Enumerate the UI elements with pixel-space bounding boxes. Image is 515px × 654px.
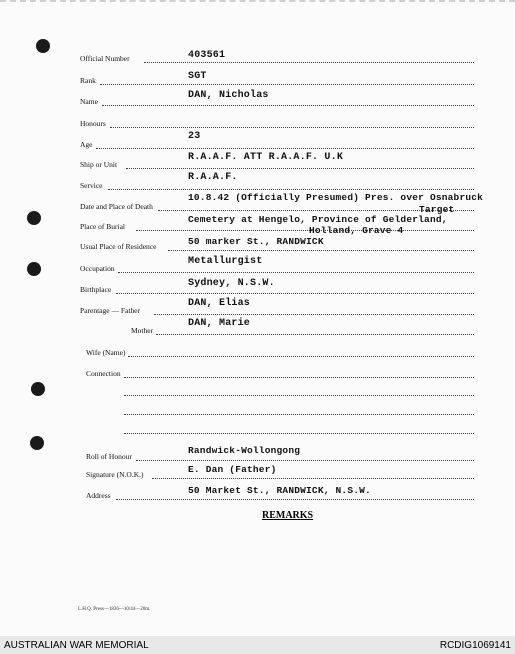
residence-value: 50 marker St., RANDWICK xyxy=(188,236,324,247)
ship-line xyxy=(126,168,474,169)
punch-hole-1 xyxy=(36,39,50,53)
name-value: DAN, Nicholas xyxy=(188,90,269,101)
burial-extra-value: Holland, Grave 4 xyxy=(309,225,404,236)
wife-line xyxy=(128,356,474,357)
official-number-label: Official Number xyxy=(80,54,130,63)
rank-label: Rank xyxy=(80,76,96,85)
occupation-value: Metallurgist xyxy=(188,256,263,267)
connection-line-1 xyxy=(124,377,474,378)
mother-label: Mother xyxy=(131,326,154,335)
punch-hole-4 xyxy=(31,382,45,396)
address-value: 50 Market St., RANDWICK, N.S.W. xyxy=(188,485,371,496)
remarks-heading: REMARKS xyxy=(262,510,314,521)
address-label: Address xyxy=(86,491,111,500)
connection-line-2 xyxy=(124,395,474,396)
death-label: Date and Place of Death xyxy=(80,202,153,211)
death-value: 10.8.42 (Officially Presumed) Pres. over Osnabruck xyxy=(188,192,484,203)
ship-label: Ship or Unit xyxy=(80,160,118,169)
age-value: 23 xyxy=(188,131,201,142)
occupation-line xyxy=(118,272,474,273)
residence-line xyxy=(168,250,474,251)
punch-hole-2 xyxy=(27,211,41,225)
mother-line xyxy=(156,334,474,335)
signature-value: E. Dan (Father) xyxy=(188,464,277,475)
birthplace-label: Birthplace xyxy=(80,285,112,294)
footer-record-id: RCDIG1069141 xyxy=(439,640,511,651)
mother-value: DAN, Marie xyxy=(188,318,251,329)
name-label: Name xyxy=(80,97,98,106)
occupation-label: Occupation xyxy=(80,264,115,273)
footer-source: AUSTRALIAN WAR MEMORIAL xyxy=(4,640,149,651)
birthplace-value: Sydney, N.S.W. xyxy=(188,278,275,289)
connection-line-3 xyxy=(124,414,474,415)
father-value: DAN, Elias xyxy=(188,298,251,309)
burial-label: Place of Burial xyxy=(80,222,125,231)
print-footnote: L.H.Q. Press—1836—10/44—20m. xyxy=(78,607,151,612)
death-extra-value: Target xyxy=(419,204,455,215)
father-label: Parentage — Father xyxy=(80,306,140,315)
service-value: R.A.A.F. xyxy=(188,172,238,183)
name-line xyxy=(102,105,474,106)
rank-value: SGT xyxy=(188,71,207,82)
age-line xyxy=(96,148,474,149)
official-number-value: 403561 xyxy=(188,50,226,61)
roll-value: Randwick-Wollongong xyxy=(188,445,301,456)
rank-line xyxy=(100,84,474,85)
burial-value: Cemetery at Hengelo, Province of Gelderland, xyxy=(188,214,448,225)
father-line xyxy=(154,314,474,315)
punch-hole-3 xyxy=(27,262,41,276)
connection-label: Connection xyxy=(86,369,121,378)
honours-label: Honours xyxy=(80,119,106,128)
connection-line-4 xyxy=(124,433,474,434)
age-label: Age xyxy=(80,140,93,149)
honours-line xyxy=(110,127,474,128)
signature-line xyxy=(152,478,474,479)
signature-label: Signature (N.O.K.) xyxy=(86,470,144,479)
ship-value: R.A.A.F. ATT R.A.A.F. U.K xyxy=(188,152,344,163)
service-line xyxy=(108,189,474,190)
address-line xyxy=(116,499,474,500)
roll-line xyxy=(136,460,474,461)
archive-footer xyxy=(0,636,515,654)
residence-label: Usual Place of Residence xyxy=(80,242,157,251)
wife-label: Wife (Name) xyxy=(86,348,126,357)
burial-line xyxy=(136,230,474,231)
service-label: Service xyxy=(80,181,103,190)
punch-hole-5 xyxy=(30,436,44,450)
roll-label: Roll of Honour xyxy=(86,452,132,461)
birthplace-line xyxy=(116,293,474,294)
official-number-line xyxy=(144,62,474,63)
